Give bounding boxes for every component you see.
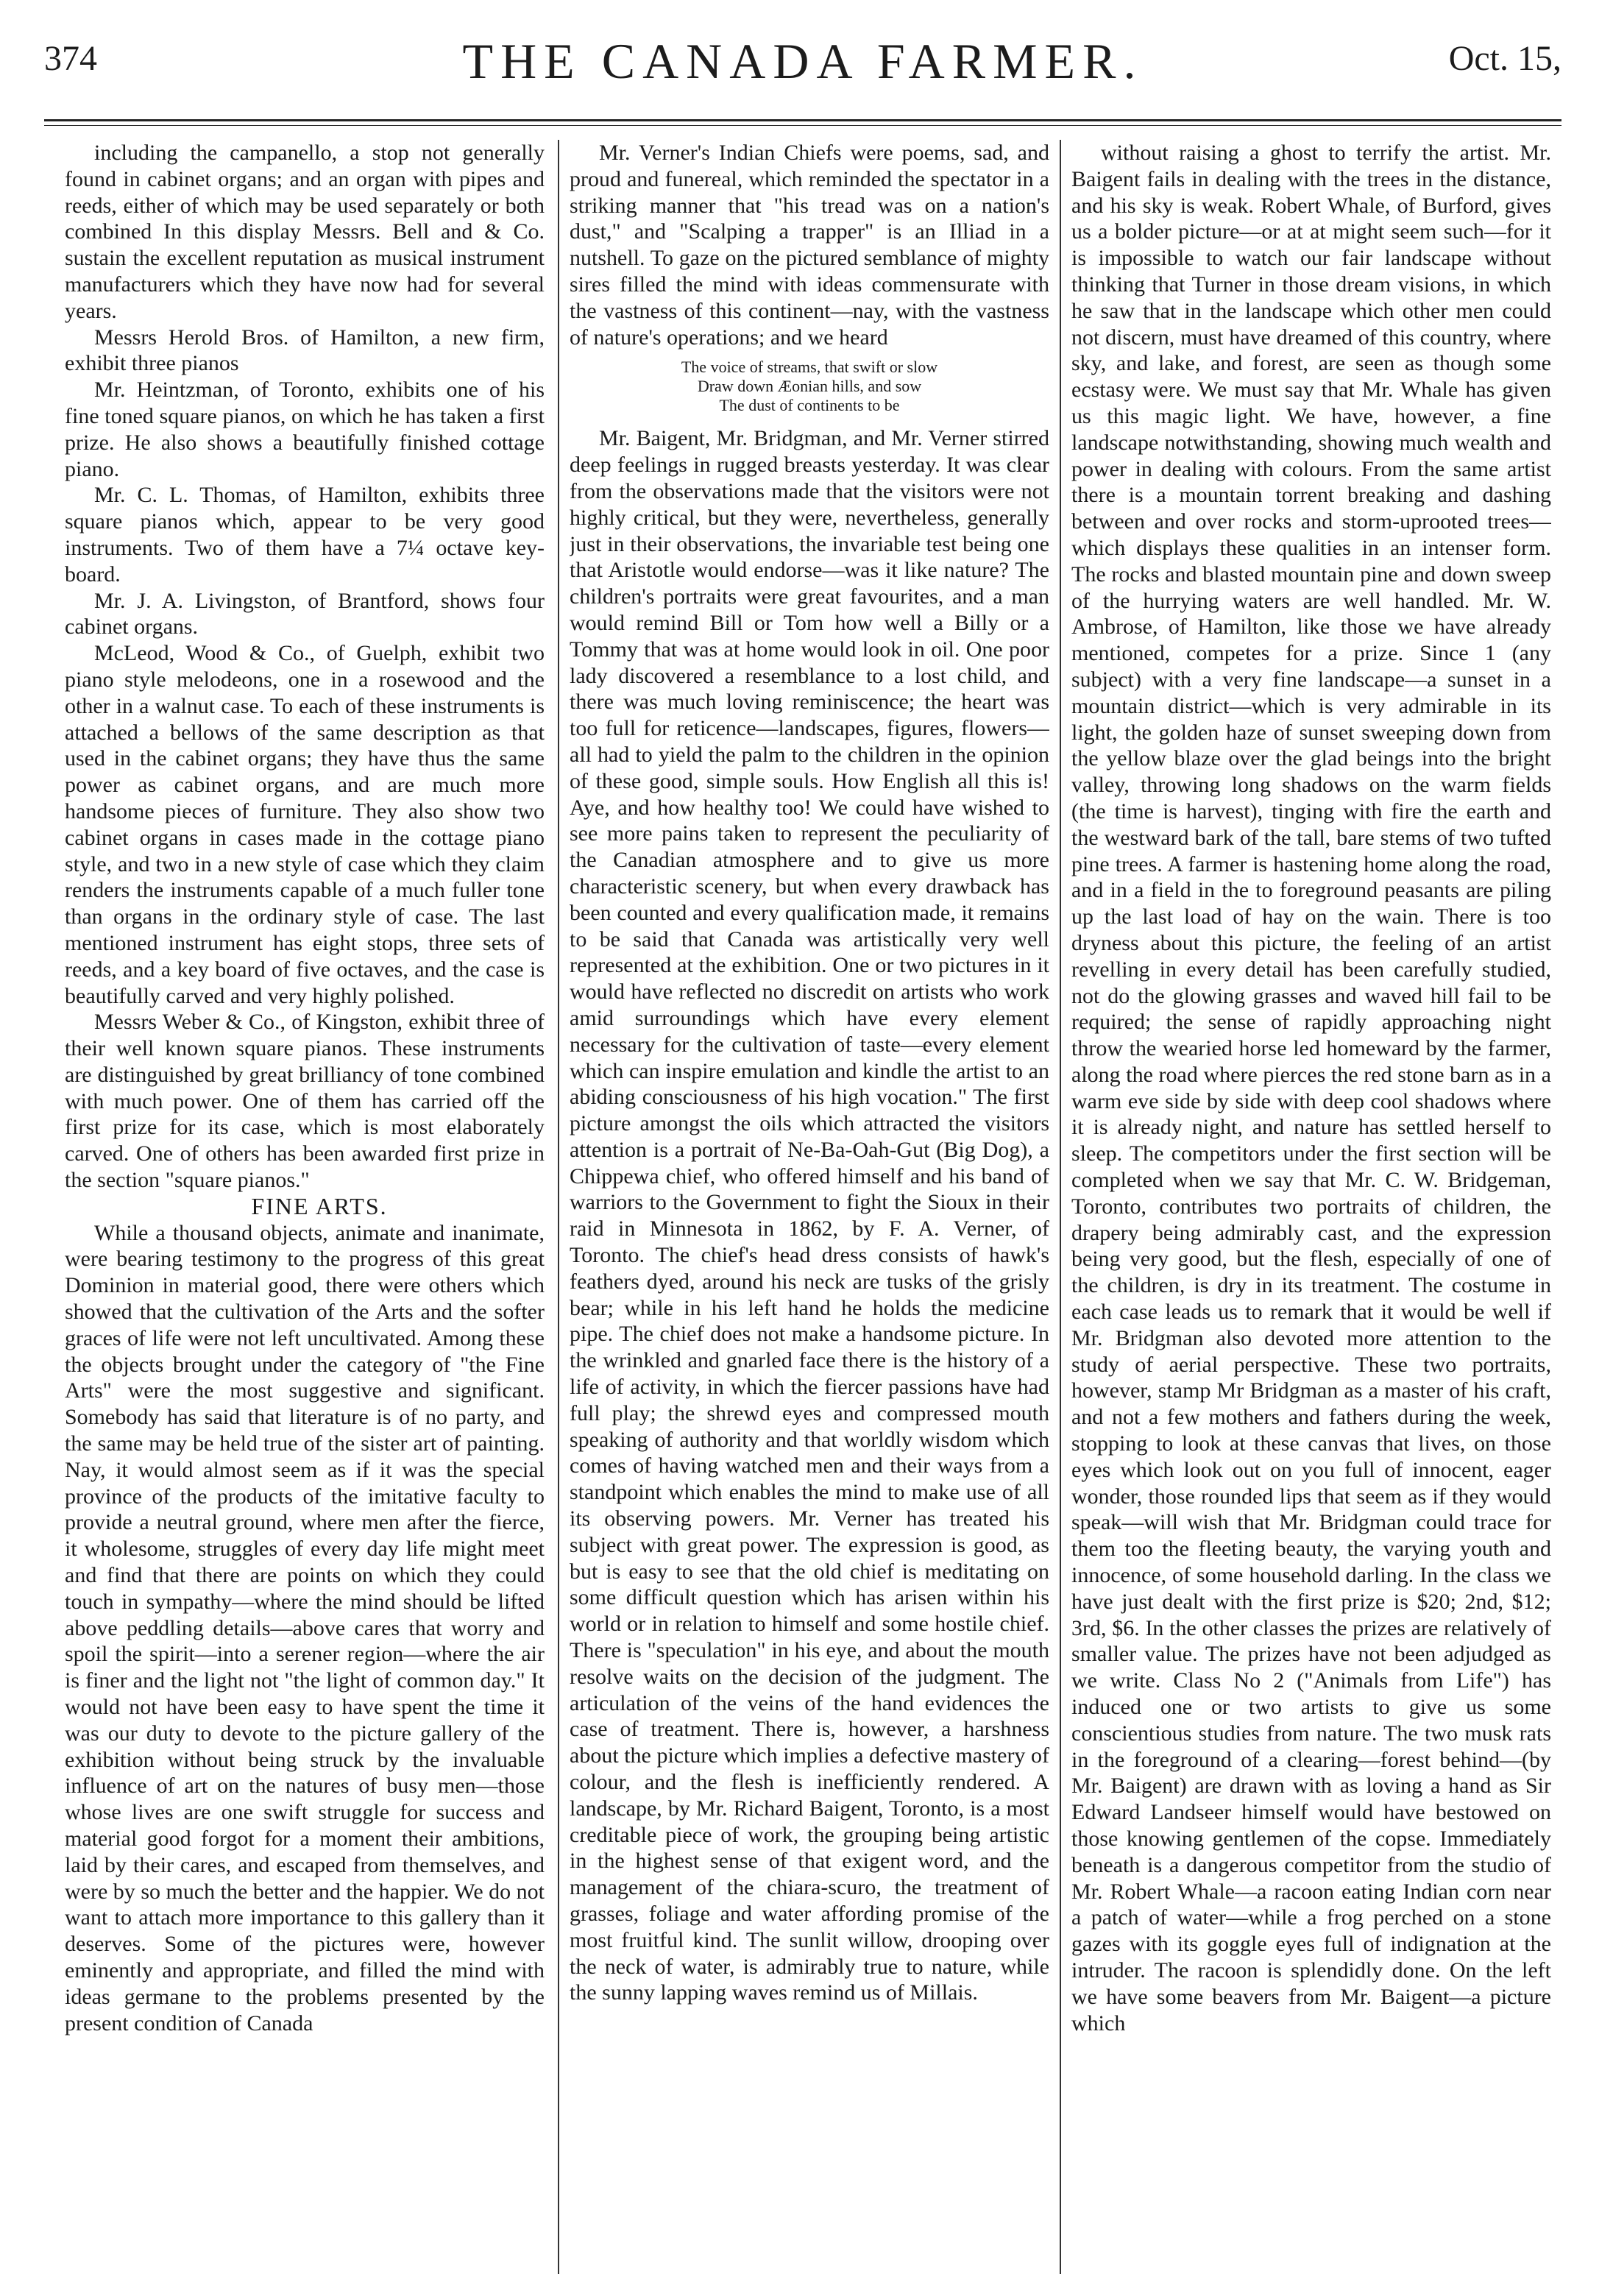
verse-line: Draw down Æonian hills, and sow bbox=[697, 377, 922, 396]
paragraph: Mr. Verner's Indian Chiefs were poems, sad, and proud and funereal, which reminded the spectator in a striking manner that "his tread was on a nation's dust," and "Scalping a trapper" is an Illiad in a nutshell. To gaze on the pictured semblance of mighty sires filled the mind with ideas commensurate with the vastness of this continent—nay, with the vastness of nature's operations; and we heard bbox=[570, 141, 1049, 350]
verse-line: The voice of streams, that swift or slow bbox=[681, 358, 938, 377]
masthead-title: THE CANADA FARMER. bbox=[462, 33, 1144, 89]
page-number: 374 bbox=[44, 39, 97, 78]
paragraph: without raising a ghost to terrify the artist. Mr. Baigent fails in dealing with the trees in the distance, and his sky is weak. Robert Whale, of Burford, gives us a bolder picture—or at at might seem such—for it is impossible to watch our fair landscape without thinking that Turner in those dream visions, in which he saw that in the landscape which other men could not discern, must have dreamed of this country, where sky, and lake, and forest, are seen as though some ecstasy were. We must say that Mr. Whale has given us this magic light. We have, however, a fine landscape notwithstanding, showing much wealth and power in dealing with colours. From the same artist there is a mountain torrent breaking and dashing between and over rocks and storm-uprooted trees—which displays these qualities in an intenser form. The rocks and blasted mountain pine and down sweep of the hurrying waters are well handled. Mr. W. Ambrose, of Hamilton, like those we have already mentioned, competes for a prize. Since 1 (any subject) with a very fine landscape—a sunset in a mountain district—which is very admirable in its light, the golden haze of sunset sweeping down from the yellow blaze over the glad beings into the bright valley, throwing long shadows on the warm fields (the time is harvest), tinging with fire the earth and the westward bark of the tall, bare stems of two tufted pine trees. A farmer is hastening home along the road, and in a field in the to foreground peasants are piling up the last load of hay on the wain. There is too dryness about this picture, the feeling of an artist revelling in every detail has been carefully studied, not do the glowing grasses and waved hill fail to be required; the sense of rapidly approaching night throw the wearied horse led homeward by the farmer, along the road where pierces the red stone barn as in a warm eve side by side with deep cool shadows where it is already night, and nature has settled herself to sleep. The competitors under the first section will be completed when we say that Mr. C. W. Bridgeman, Toronto, contributes two portraits of children, the drapery being admirably cast, and the expression being very good, but the flesh, especially of one of the children, is dry in its treatment. The costume in each case leads us to remark that it would be well if Mr. Bridgman also devoted more attention to the study of aerial perspective. These two portraits, however, stamp Mr Bridgman as a master of his craft, and not a few mothers and fathers during the week, stopping to look at these canvas that lives, on those eyes which look out on you full of innocent, eager wonder, those rounded lips that seem as if they would speak—will wish that Mr. Bridgman could trace for them too the fleeting beauty, the varying youth and innocence, of some household darling. In the class we have just dealt with the first prize is $20; 2nd, $12; 3rd, $6. In the other classes the prizes are relatively of smaller value. The prizes have not been adjudged as we write. Class No 2 ("Animals from Life") has induced one or two artists to give us some conscientious studies from nature. The two musk rats in the foreground of a clearing—forest behind—(by Mr. Baigent) are drawn with as loving a hand as Sir Edward Landseer himself would have bestowed on those knowing gentlemen of the copse. Immediately beneath is a dangerous competitor from the studio of Mr. Robert Whale—a racoon eating Indian corn near a patch of water—while a frog perched on a stone gazes with its goggle eyes full of indignation at the intruder. The racoon is splendidly done. On the left we have some beavers from Mr. Baigent—a picture which bbox=[1071, 141, 1551, 2035]
verse-quote bbox=[570, 358, 1049, 415]
paragraph: McLeod, Wood & Co., of Guelph, exhibit two piano style melodeons, one in a rosewood and the other in a walnut case. To each of these instruments is attached a bellows of the same description as that used in the cabinet organs; they have thus the same power as cabinet organs, and are much more handsome pieces of furniture. They also show two cabinet organs in cases made in the cottage piano style, and two in a new style of case which they claim renders the instruments capable of a much fuller tone than organs in the ordinary style of case. The last mentioned instrument has eight stops, three sets of reeds, and a key board of five octaves, and the case is beautifully carved and very highly polished. bbox=[65, 641, 545, 1008]
paragraph: including the campanello, a stop not generally found in cabinet organs; and an organ with pipes and reeds, either of which may be used separately or both combined In this display Messrs. Bell and & Co. sustain the excellent reputation as musical instrument manufacturers which they have now had for several years. bbox=[65, 141, 545, 323]
page-header bbox=[44, 32, 1561, 113]
header-rule bbox=[44, 119, 1561, 121]
paragraph: While a thousand objects, animate and inanimate, were bearing testimony to the progress of this great Dominion in material good, there were others which showed that the cultivation of the Arts and the softer graces of life were not left uncultivated. Among these the objects brought under the category of "the Fine Arts" were the most suggestive and significant. Somebody has said that literature is of no party, and the same may be held true of the sister art of painting. Nay, it would almost seem as if it was the special province of the products of the imitative faculty to provide a neutral ground, where men after the fierce, it wholesome, struggles of every day life might meet and find that there are points on which they could touch in sympathy—where the mind should be lifted above peddling details—above cares that worry and spoil the spirit—into a serener region—where the air is finer and the light not "the light of common day." It would not have been easy to have spent the time it was our duty to devote to the picture gallery of the exhibition without being struck by the invaluable influence of art on the natures of busy men—those whose lives are one swift struggle for success and material good forgot for a moment their ambitions, laid by their cares, and escaped from themselves, and were by so much the better and the happier. We do not want to attach more importance to this gallery than it deserves. Some of the pictures were, however eminently and appropriate, and filled the mind with ideas germane to the problems presented by the present condition of Canada bbox=[65, 1220, 545, 2035]
paragraph: Mr. Heintzman, of Toronto, exhibits one of his fine toned square pianos, on which he has taken a first prize. He also shows a beautifully finished cottage piano. bbox=[65, 378, 545, 481]
paragraph: Mr. Baigent, Mr. Bridgman, and Mr. Verner stirred deep feelings in rugged breasts yesterday. It was clear from the observations made that the visitors were not highly critical, but they were, nevertheless, generally just in their observations, the invariable test being one that Aristotle would endorse—was it like nature? The children's portraits were great favourites, and a man would remind Bill or Tom how well a Billy or a Tommy that was at home would look in oil. One poor lady discovered a resemblance to a lost child, and there was much loving reminiscence; the heart was too full for reticence—landscapes, figures, flowers—all had to yield the palm to the children in the opinion of these good, simple souls. How English all this is! Aye, and how healthy too! We could have wished to see more pains taken to represent the peculiarity of the Canadian atmosphere and to give us more characteristic scenery, but when every drawback has been counted and every qualification made, it remains to be said that Canada was artistically very well represented at the exhibition. One or two pictures in it would have reflected no discredit on artists who work amid surroundings which have every element necessary for the cultivation of taste—every element which can inspire emulation and kindle the artist to an abiding consciousness of his high vocation." The first picture amongst the oils which attracted the visitors attention is a portrait of Ne-Ba-Oah-Gut (Big Dog), a Chippewa chief, who offered himself and his band of warriors to the Government to fight the Sioux in their raid in Minnesota in 1862, by F. A. Verner, of Toronto. The chief's head dress consists of hawk's feathers dyed, around his neck are tusks of the grisly bear; while in his left hand he holds the medicine pipe. The chief does not make a handsome picture. In the wrinkled and gnarled face there is the history of a life of activity, in which the fiercer passions have had full play; the shrewd eyes and compressed mouth speaking of authority and that worldly wisdom which comes of having watched men and their ways from a standpoint which enables the mind to make use of all its observing powers. Mr. Verner has treated his subject with great power. The expression is good, as but is easy to see that the old chief is meditating on some difficult question which has arisen within his world or in relation to himself and some hostile chief. There is "speculation" in his eye, and about the mouth resolve waits on the decision of the judgment. The articulation of the veins of the hand evidences the case of treatment. There is, however, a harshness about the picture which implies a defective mastery of colour, and the flesh is inefficiently rendered. A landscape, by Mr. Richard Baigent, Toronto, is a most creditable piece of work, the grouping being artistic in the highest sense of that exigent word, and the management of the chiara-scuro, the treatment of grasses, foliage and water affording promise of the most fruitful kind. The sunlit willow, drooping over the neck of water, is admirably true to nature, while the sunny lapping waves remind us of Millais. bbox=[570, 426, 1049, 2005]
column-divider bbox=[558, 140, 559, 2274]
issue-date: Oct. 15, bbox=[1448, 39, 1561, 78]
column-3 bbox=[1071, 140, 1551, 2274]
column-divider bbox=[1060, 140, 1061, 2274]
section-heading-fine-arts: FINE ARTS. bbox=[251, 1192, 388, 1219]
paragraph: Mr. J. A. Livingston, of Brantford, shows four cabinet organs. bbox=[65, 588, 545, 639]
paragraph: Messrs Weber & Co., of Kingston, exhibit three of their well known square pianos. These instruments are distinguished by great brilliancy of tone combined with much power. One of them has carried off the first prize for its case, which is most elaborately carved. One of others has been awarded first prize in the section "square pianos." bbox=[65, 1010, 545, 1193]
verse-line: The dust of continents to be bbox=[719, 396, 900, 415]
header-rule-thin bbox=[44, 125, 1561, 126]
column-2 bbox=[570, 140, 1049, 2274]
column-1 bbox=[65, 140, 545, 2274]
paragraph: Messrs Herold Bros. of Hamilton, a new firm, exhibit three pianos bbox=[65, 325, 545, 376]
paragraph: Mr. C. L. Thomas, of Hamilton, exhibits three square pianos which, appear to be very good instruments. Two of them have a 7¼ octave key-board. bbox=[65, 483, 545, 587]
